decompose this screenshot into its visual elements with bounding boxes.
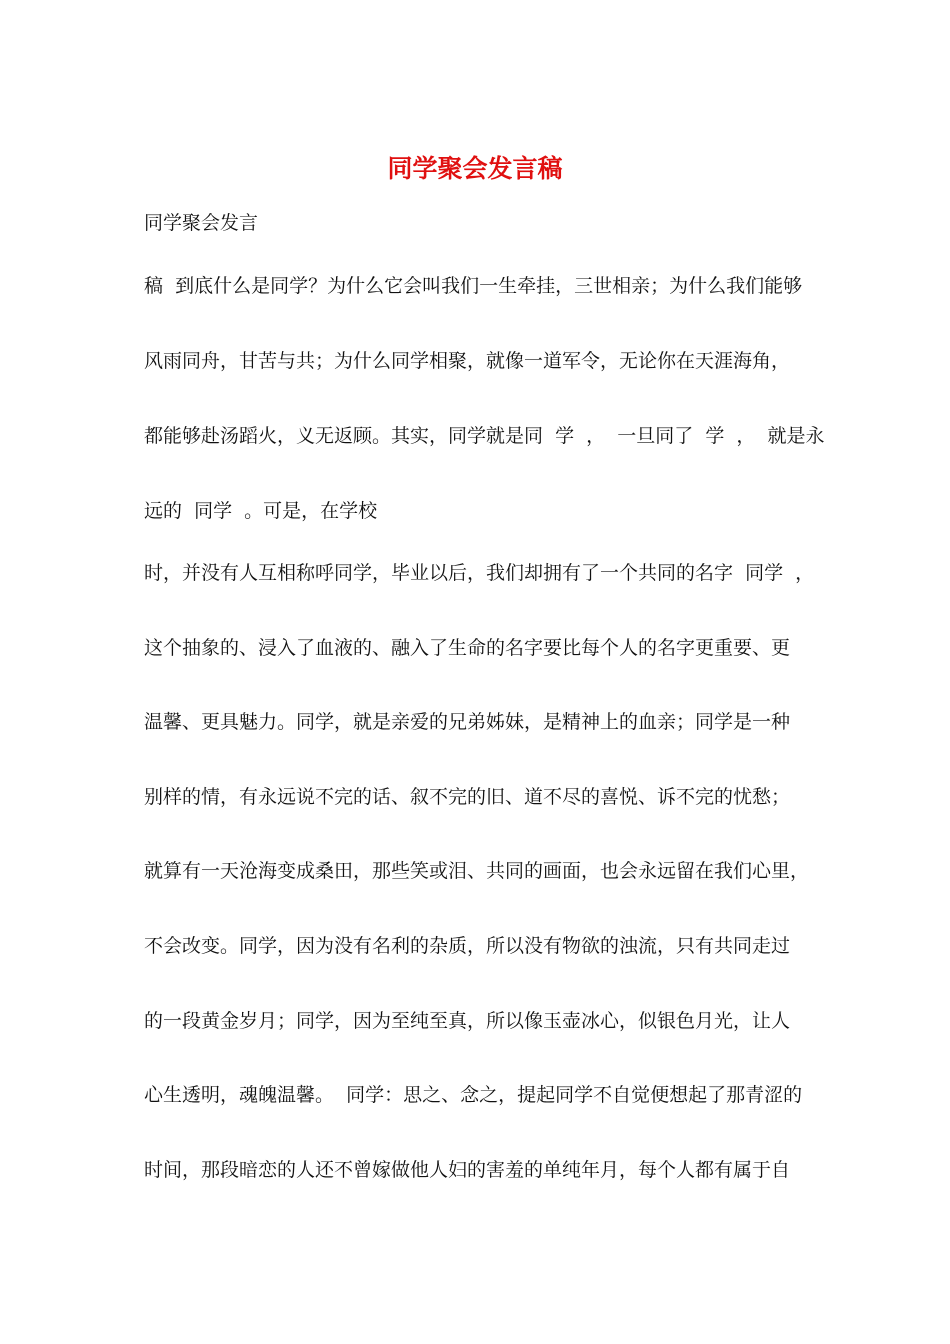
paragraph-line: 这个抽象的、浸入了血液的、融入了生命的名字要比每个人的名字更重要、更: [144, 637, 791, 659]
paragraph-line: 远的 同学 。可是，在学校: [144, 500, 378, 522]
paragraph-line: 就算有一天沧海变成桑田，那些笑或泪、共同的画面，也会永远留在我们心里，: [144, 860, 810, 882]
paragraph-line: 都能够赴汤蹈火，义无返顾。其实，同学就是同 学 ， 一旦同了 学 ， 就是永: [144, 425, 825, 447]
paragraph-line: 心生透明，魂魄温馨。 同学：思之、念之，提起同学不自觉便想起了那青涩的: [144, 1084, 803, 1106]
paragraph-line: 时，并没有人互相称呼同学，毕业以后，我们却拥有了一个共同的名字 同学 ，: [144, 562, 815, 584]
paragraph-line: 的一段黄金岁月；同学，因为至纯至真，所以像玉壶冰心，似银色月光，让人: [144, 1010, 791, 1032]
document-title: 同学聚会发言稿: [387, 154, 563, 183]
paragraph-line: 稿 到底什么是同学？为什么它会叫我们一生牵挂，三世相亲；为什么我们能够: [144, 275, 803, 297]
paragraph-line: 温馨、更具魅力。同学，就是亲爱的兄弟姊妹，是精神上的血亲；同学是一种: [144, 711, 791, 733]
paragraph-line: 别样的情，有永远说不完的话、叙不完的旧、道不尽的喜悦、诉不完的忧愁；: [144, 786, 791, 808]
paragraph-line: 风雨同舟，甘苦与共；为什么同学相聚，就像一道军令，无论你在天涯海角，: [144, 350, 791, 372]
paragraph-line: 时间，那段暗恋的人还不曾嫁做他人妇的害羞的单纯年月，每个人都有属于自: [144, 1159, 791, 1181]
paragraph-line: 不会改变。同学，因为没有名利的杂质，所以没有物欲的浊流，只有共同走过: [144, 935, 791, 957]
document-subtitle-line: 同学聚会发言: [144, 212, 259, 234]
